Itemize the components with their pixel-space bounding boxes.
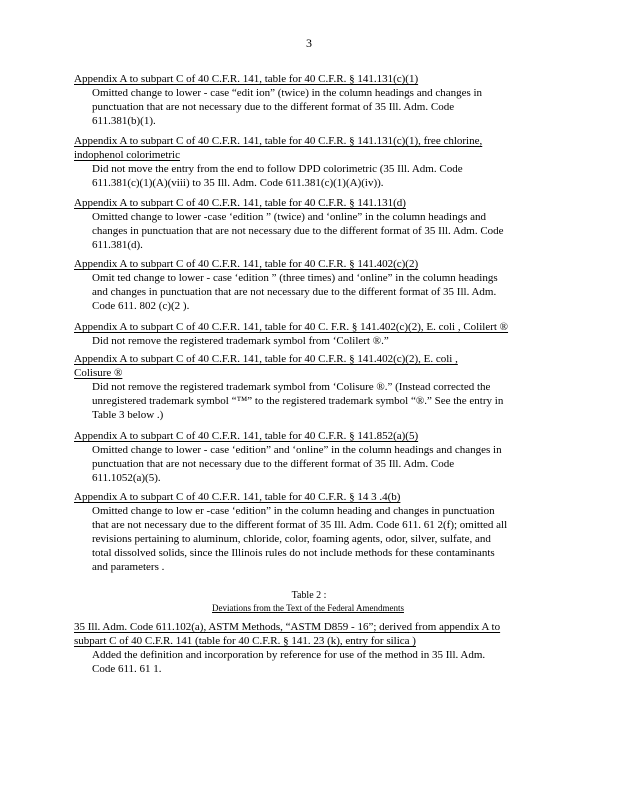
entry-heading-cont: Colisure ® <box>74 367 123 379</box>
page-number: 3 <box>306 36 312 50</box>
entry-heading: Appendix A to subpart C of 40 C.F.R. 141, table for 40 C.F.R. § 141.852(a)(5) <box>74 430 419 442</box>
body-line: punctuation that are not necessary due to the different format of 35 Ill. Adm. Code <box>92 458 455 470</box>
body-line: 611.381(b)(1). <box>92 115 156 127</box>
entry-141-402-c2 <box>74 257 542 313</box>
body-line: Did not remove the registered trademark symbol from ‘Colilert ®.” <box>92 335 389 347</box>
entry-body <box>92 334 542 348</box>
entry-heading-cont: indophenol colorimetric <box>74 149 180 161</box>
body-line: 611.381(d). <box>92 239 143 251</box>
body-line: changes in punctuation that are not necessary due to the different format of 35 Ill. Adm. Code <box>92 225 504 237</box>
entry-heading: Appendix A to subpart C of 40 C.F.R. 141, table for 40 C.F.R. § 141.131(c)(1) <box>74 73 419 85</box>
entry-body <box>92 443 542 485</box>
entry-143-4-b <box>74 490 542 574</box>
entry-heading: Appendix A to subpart C of 40 C.F.R. 141, table for 40 C.F.R. § 14 3 .4(b) <box>74 491 401 503</box>
body-line: punctuation that are not necessary due to the different format of 35 Ill. Adm. Code <box>92 101 455 113</box>
body-line: Did not move the entry from the end to follow DPD colorimetric (35 Ill. Adm. Code <box>92 163 463 175</box>
entry-heading: Appendix A to subpart C of 40 C.F.R. 141, table for 40 C. F.R. § 141.402(c)(2), E. coli , Colilert ® <box>74 321 509 333</box>
body-line: Omitted change to low er -case ‘edition” in the column heading and changes in punctuation <box>92 505 495 517</box>
entry-heading: Appendix A to subpart C of 40 C.F.R. 141, table for 40 C.F.R. § 141.402(c)(2) <box>74 258 419 270</box>
entry-body <box>92 648 542 676</box>
body-line: and changes in punctuation that are not necessary due to the different format of 35 Ill. Adm. <box>92 286 497 298</box>
body-line: 611.1052(a)(5). <box>92 472 161 484</box>
entry-141-131-c1 <box>74 72 542 128</box>
body-line: Omitted change to lower - case ‘edition” and ‘online” in the column headings and changes in <box>92 444 502 456</box>
body-line: Code 611. 802 (c)(2 ). <box>92 300 190 312</box>
entry-body <box>92 86 542 128</box>
entry-141-852-a5 <box>74 429 542 485</box>
body-line: total dissolved solids, since the Illinois rules do not include methods for these contaminants <box>92 547 495 559</box>
body-line: revisions pertaining to aluminum, chloride, color, foaming agents, odor, silver, sulfate, and <box>92 533 491 545</box>
entry-heading: Appendix A to subpart C of 40 C.F.R. 141, table for 40 C.F.R. § 141.131(d) <box>74 197 406 209</box>
body-line: Omitted change to lower -case ‘edition ” (twice) and ‘online” in the column headings and <box>92 211 487 223</box>
entry-141-402-c2-colilert <box>74 320 542 348</box>
entry-141-131-d <box>74 196 542 252</box>
entry-body <box>92 380 542 422</box>
entry-body <box>92 210 542 252</box>
body-line: 611.381(c)(1)(A)(viii) to 35 Ill. Adm. Code 611.381(c)(1)(A)(iv)). <box>92 177 384 189</box>
entry-body <box>92 271 542 313</box>
body-line: Omitted change to lower - case “edit ion” (twice) in the column headings and changes in <box>92 87 483 99</box>
body-line: and parameters . <box>92 561 165 573</box>
body-line: that are not necessary due to the different format of 35 Ill. Adm. Code 611. 61 2(f); omitted all <box>92 519 508 531</box>
entry-heading-cont: subpart C of 40 C.F.R. 141 (table for 40 C.F.R. § 141. 23 (k), entry for silica ) <box>74 635 416 647</box>
entry-heading: Appendix A to subpart C of 40 C.F.R. 141, table for 40 C.F.R. § 141.131(c)(1), free chlorine, <box>74 135 483 147</box>
table-caption: Deviations from the Text of the Federal Amendments <box>212 603 404 613</box>
entry-heading: 35 Ill. Adm. Code 611.102(a), ASTM Methods, “ASTM D859 - 16”; derived from appendix A to <box>74 621 501 633</box>
entry-141-402-c2-colisure <box>74 352 542 422</box>
entry-body <box>92 162 542 190</box>
body-line: Table 3 below .) <box>92 409 164 421</box>
body-line: unregistered trademark symbol “™” to the registered trademark symbol “®.” See the entry in <box>92 395 504 407</box>
body-line: Did not remove the registered trademark symbol from ‘Colisure ®.” (Instead corrected the <box>92 381 491 393</box>
body-line: Omit ted change to lower - case ‘edition ” (three times) and ‘online” in the column headings <box>92 272 498 284</box>
body-line: Code 611. 61 1. <box>92 663 162 675</box>
entry-heading: Appendix A to subpart C of 40 C.F.R. 141, table for 40 C.F.R. § 141.402(c)(2), E. coli , <box>74 353 458 365</box>
entry-611-102-a-astm <box>74 620 542 676</box>
entry-body <box>92 504 542 574</box>
body-line: Added the definition and incorporation by reference for use of the method in 35 Ill. Adm. <box>92 649 486 661</box>
table-title: Table 2 : <box>291 590 327 601</box>
entry-141-131-c1-free-chlorine <box>74 134 542 190</box>
